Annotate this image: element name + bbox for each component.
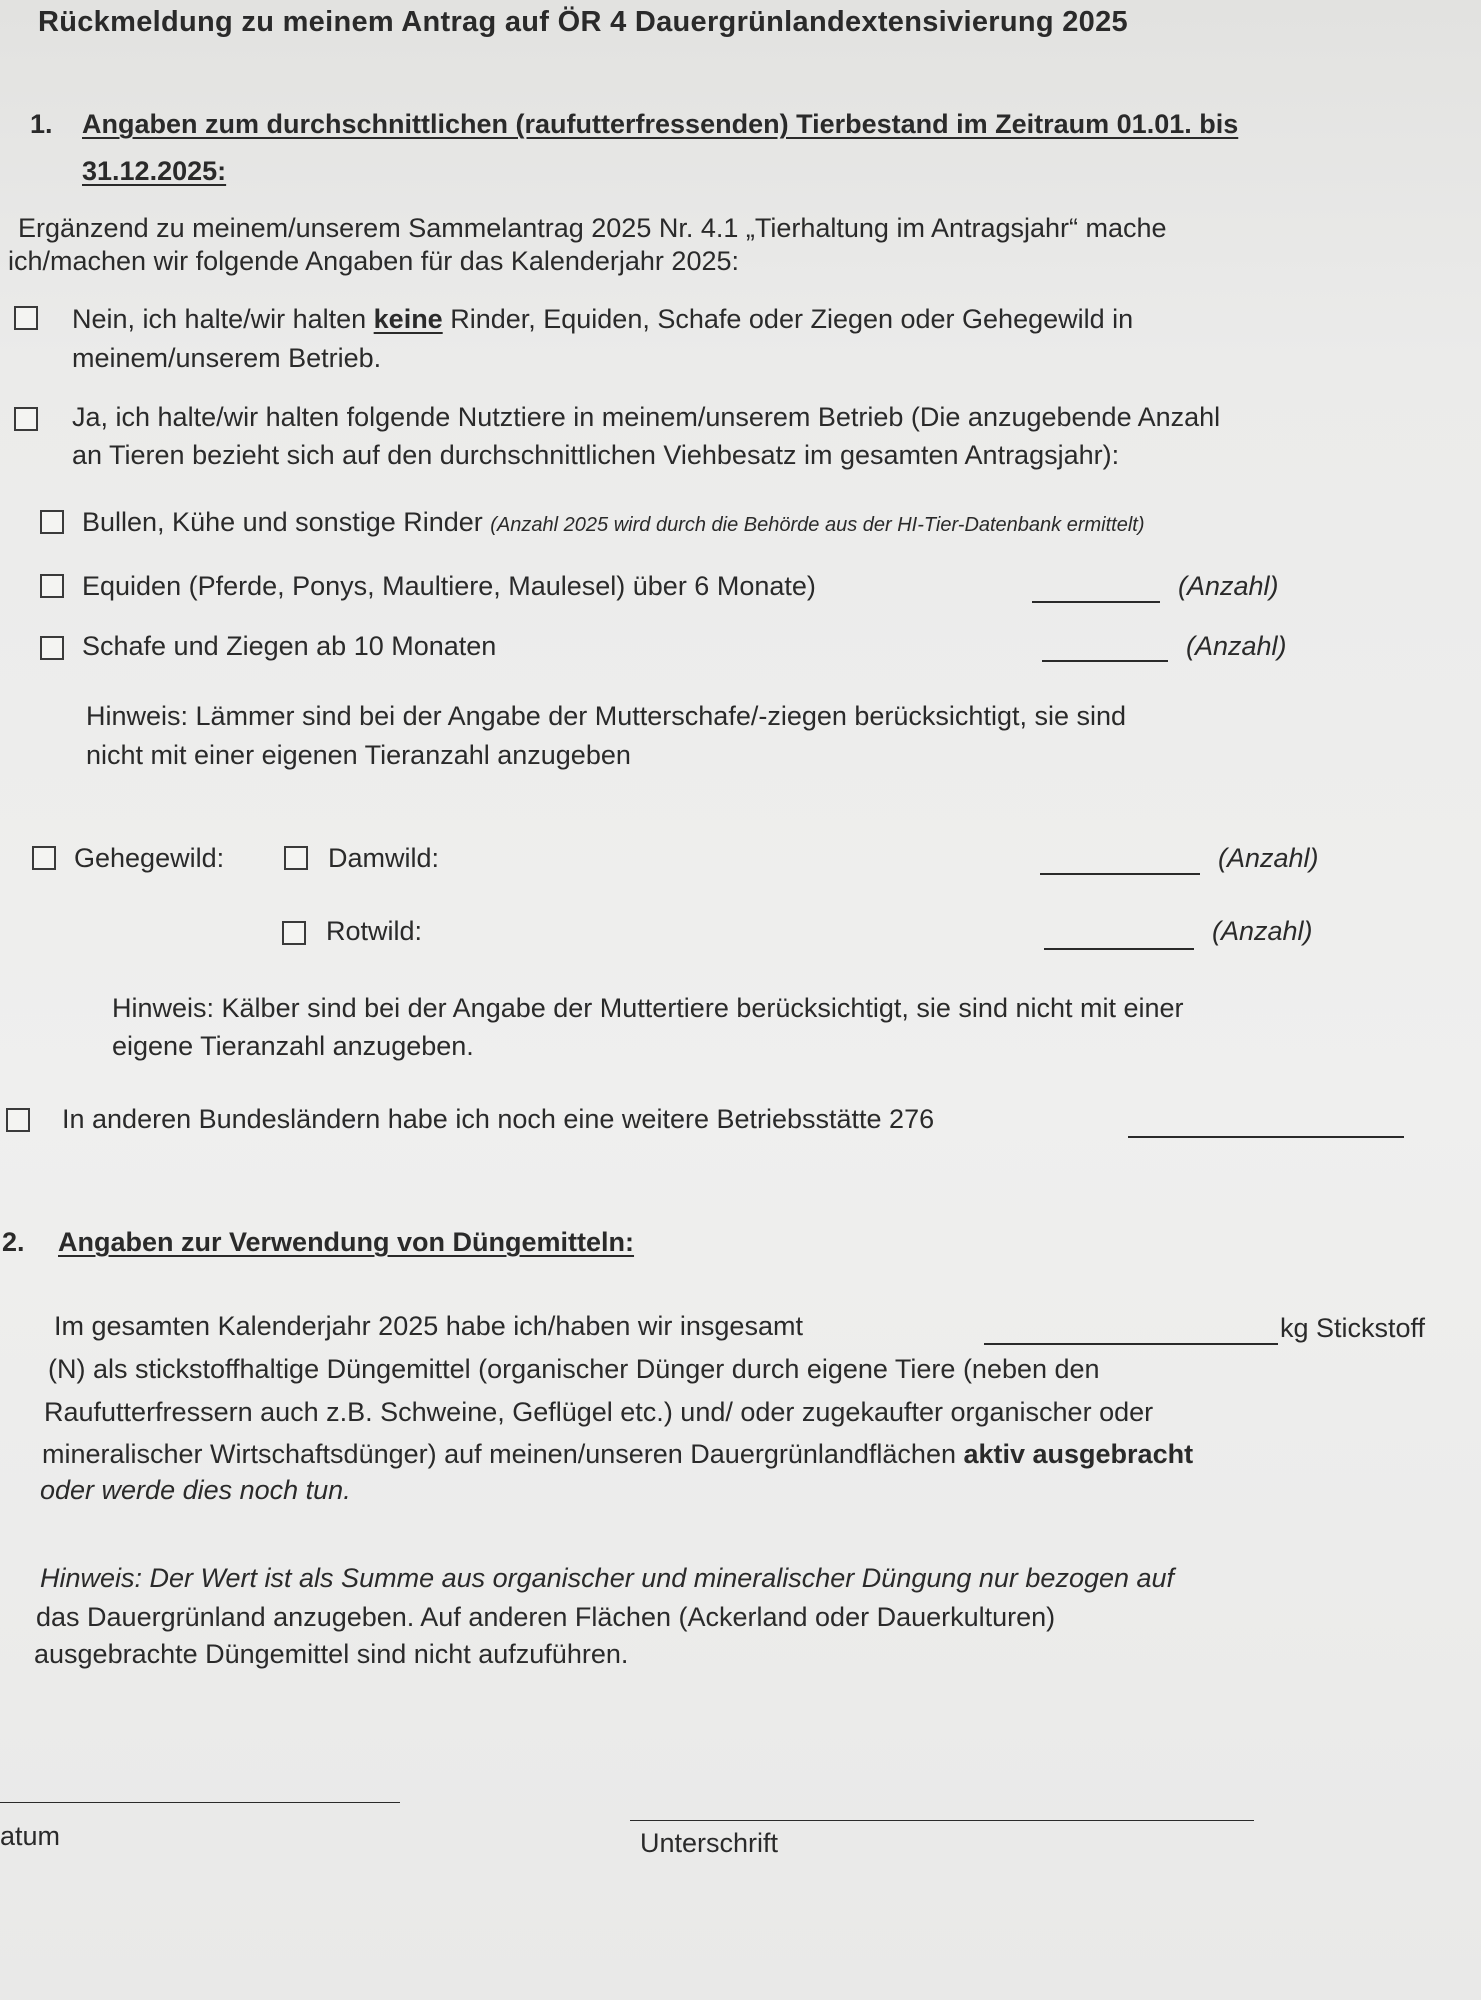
fertilizer-line4-text: mineralischer Wirtschaftsdünger) auf meinen/unseren Dauergrünlandflächen: [42, 1439, 964, 1469]
red-deer-label: Rotwild:: [326, 916, 423, 946]
nitrogen-amount-field[interactable]: [984, 1343, 1278, 1345]
fertilizer-line1: Im gesamten Kalenderjahr 2025 habe ich/haben wir insgesamt: [54, 1311, 803, 1341]
option-no-animals-emphasis: keine: [373, 304, 443, 334]
game-label: Gehegewild:: [74, 843, 225, 873]
other-states-label: In anderen Bundesländern habe ich noch eine weitere Betriebsstätte 276: [62, 1104, 935, 1134]
calf-note-line1: Hinweis: Kälber sind bei der Angabe der Muttertiere berücksichtigt, sie sind nicht mit einer: [112, 993, 1184, 1023]
fertilizer-note-line1: [40, 1563, 1174, 1594]
fertilizer-unit: kg Stickstoff: [1280, 1313, 1426, 1343]
fertilizer-line2: (N) als stickstoffhaltige Düngemittel (organischer Dünger durch eigene Tiere (neben den: [48, 1354, 1100, 1384]
equids-checkbox[interactable]: [40, 574, 64, 598]
sheep-goats-label: Schafe und Ziegen ab 10 Monaten: [82, 631, 497, 661]
calf-note-line2: eigene Tieranzahl anzugeben.: [112, 1031, 474, 1061]
section1-heading-line1: Angaben zum durchschnittlichen (raufutterfressenden) Tierbestand im Zeitraum 01.01. bis: [82, 109, 1239, 139]
cattle-row: [82, 507, 1145, 538]
fertilizer-line4: [42, 1439, 1193, 1470]
section1-intro-line2: ich/machen wir folgende Angaben für das Kalenderjahr 2025:: [8, 246, 739, 276]
fertilizer-note-line3: ausgebrachte Düngemittel sind nicht aufzuführen.: [34, 1639, 629, 1669]
lamb-note-line2: nicht mit einer eigenen Tieranzahl anzugeben: [86, 740, 631, 770]
fertilizer-line5: oder werde dies noch tun.: [40, 1475, 351, 1505]
sheep-goats-checkbox[interactable]: [40, 636, 64, 660]
red-deer-count-label: (Anzahl): [1212, 916, 1313, 946]
fertilizer-line3: Raufutterfressern auch z.B. Schweine, Geflügel etc.) und/ oder zugekaufter organischer oder: [44, 1397, 1154, 1427]
section1-number: 1.: [30, 109, 53, 139]
fallow-deer-label: Damwild:: [328, 843, 440, 873]
equids-count-field[interactable]: [1032, 601, 1160, 603]
section2-number: 2.: [2, 1227, 25, 1257]
option-no-animals-line1: [72, 304, 1133, 335]
fallow-deer-count-label: (Anzahl): [1218, 843, 1319, 873]
cattle-note: (Anzahl 2025 wird durch die Behörde aus der HI-Tier-Datenbank ermittelt): [490, 514, 1145, 536]
cattle-label: Bullen, Kühe und sonstige Rinder: [82, 507, 483, 537]
date-line[interactable]: [0, 1802, 400, 1803]
other-states-checkbox[interactable]: [6, 1108, 30, 1132]
other-states-field[interactable]: [1128, 1136, 1404, 1138]
option-no-animals-line2: meinem/unserem Betrieb.: [72, 343, 382, 373]
sheep-goats-count-field[interactable]: [1042, 660, 1168, 662]
option-no-animals-checkbox[interactable]: [14, 306, 38, 330]
option-yes-animals-line1: Ja, ich halte/wir halten folgende Nutztiere in meinem/unserem Betrieb (Die anzugebende Anzahl: [72, 402, 1221, 432]
option-yes-animals-line2: an Tieren bezieht sich auf den durchschnittlichen Viehbesatz im gesamten Antragsjahr):: [72, 440, 1120, 470]
lamb-note-line1: Hinweis: Lämmer sind bei der Angabe der Mutterschafe/-ziegen berücksichtigt, sie sind: [86, 701, 1127, 731]
red-deer-count-field[interactable]: [1044, 948, 1194, 950]
section1-intro-line1: Ergänzend zu meinem/unserem Sammelantrag 2025 Nr. 4.1 „Tierhaltung im Antragsjahr“ mache: [18, 213, 1167, 243]
fallow-deer-count-field[interactable]: [1040, 873, 1200, 875]
option-no-animals-text-post: Rinder, Equiden, Schafe oder Ziegen oder Gehegewild in: [442, 304, 1134, 334]
option-yes-animals-checkbox[interactable]: [14, 407, 38, 431]
option-no-animals-text-pre: Nein, ich halte/wir halten: [72, 304, 374, 334]
form-title: Rückmeldung zu meinem Antrag auf ÖR 4 Dauergrünlandextensivierung 2025: [38, 6, 1128, 38]
equids-label: Equiden (Pferde, Ponys, Maultiere, Maulesel) über 6 Monate): [82, 571, 816, 601]
fertilizer-note-line2: das Dauergrünland anzugeben. Auf anderen Flächen (Ackerland oder Dauerkulturen): [36, 1602, 1056, 1632]
sheep-goats-count-label: (Anzahl): [1186, 631, 1287, 661]
fallow-deer-checkbox[interactable]: [284, 846, 308, 870]
equids-count-label: (Anzahl): [1178, 571, 1279, 601]
section1-heading-line2: 31.12.2025:: [82, 156, 227, 186]
signature-line[interactable]: [630, 1820, 1254, 1821]
cattle-checkbox[interactable]: [40, 510, 64, 534]
date-label: atum: [0, 1821, 61, 1851]
game-checkbox[interactable]: [32, 846, 56, 870]
fertilizer-note-line1-text: Hinweis: Der Wert ist als Summe aus organischer und mineralischer Düngung nur bezogen auf: [40, 1563, 1175, 1593]
red-deer-checkbox[interactable]: [282, 921, 306, 945]
section2-heading: Angaben zur Verwendung von Düngemitteln:: [58, 1227, 635, 1257]
signature-label: Unterschrift: [640, 1828, 779, 1858]
fertilizer-line4-emphasis: aktiv ausgebracht: [963, 1439, 1194, 1469]
